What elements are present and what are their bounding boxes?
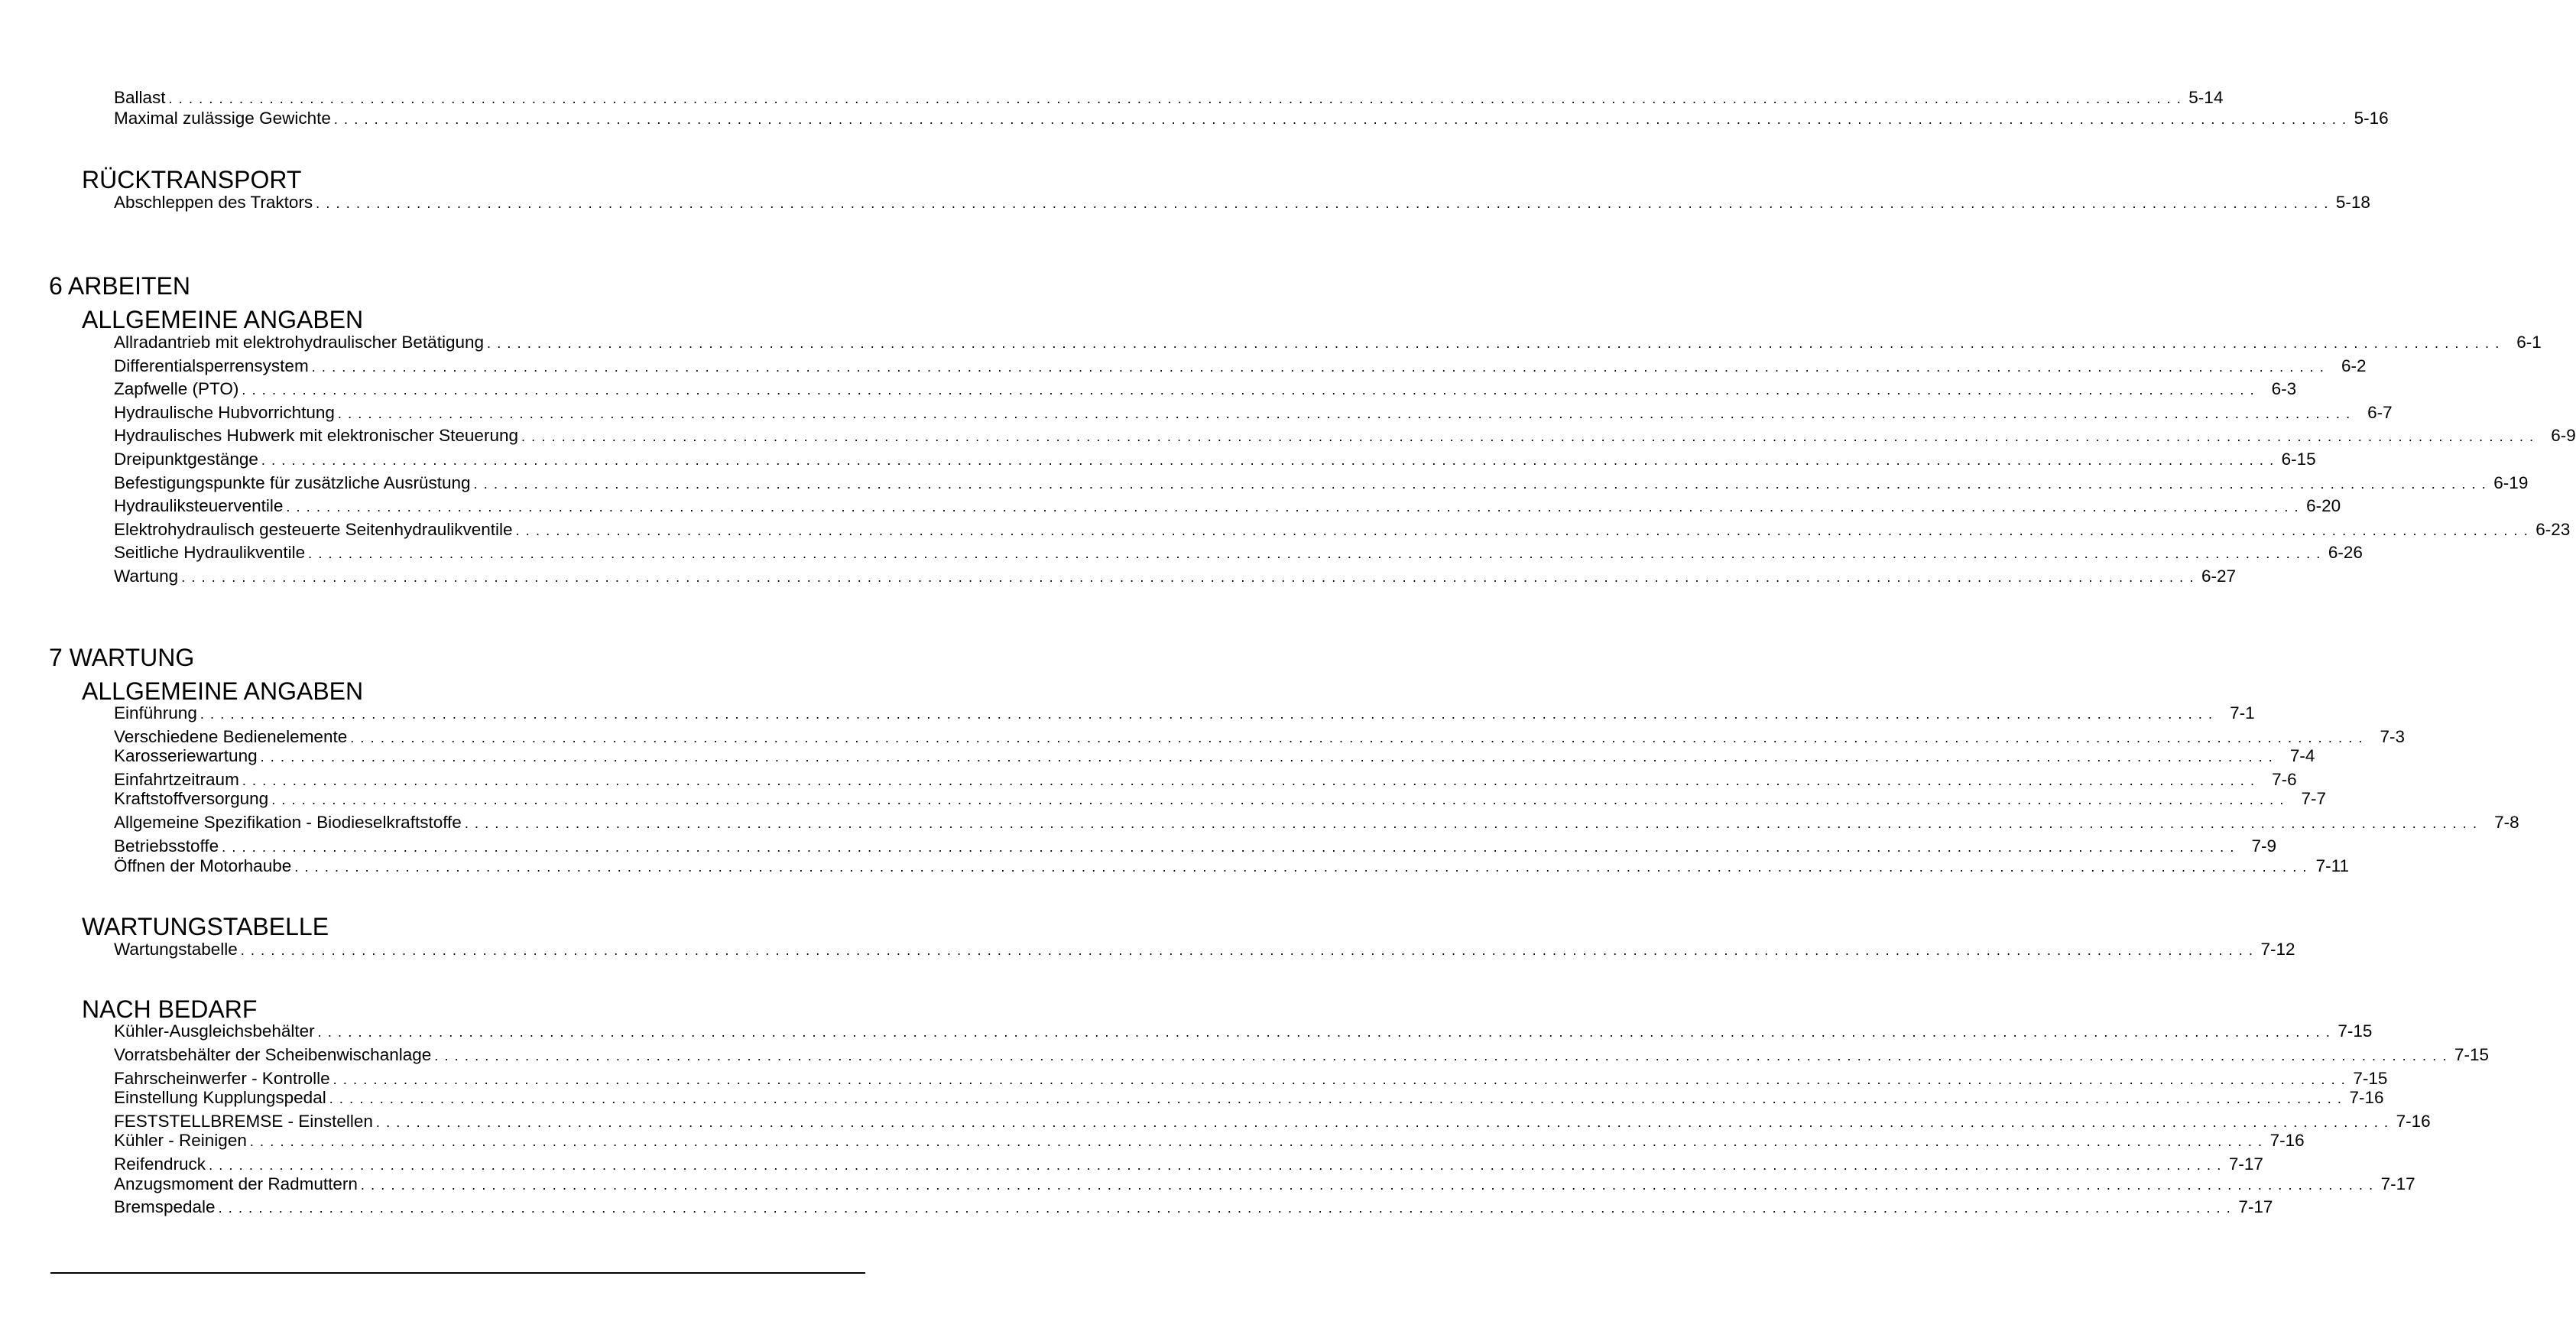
toc-entry-title: Vorratsbehälter der Scheibenwischanlage (114, 1045, 432, 1064)
toc-entry[interactable] (114, 518, 2571, 541)
toc-entry-page: 7-16 (2269, 1131, 2305, 1150)
toc-leader-dots: . . . . . . . . . . . . . . . . . . . . . . . . . . . . . . . . . . . . . . . . . . . . . . . . . . . . . . . . . . . . . . . . . . . . . . . . . . . . . . . . . . . . . . . . . . . . . . . . . . . . . . . . . . . . . . . . . . . . . . . . . . . . . . . . . . . . . . . . . . . . . . . . . . . . . . . . . . . . . . . . . . . . . . . . . . . . . . . . . . . . . . . . . . . . . . . . . . . . . . . . (168, 91, 2182, 106)
toc-leader-dots: . . . . . . . . . . . . . . . . . . . . . . . . . . . . . . . . . . . . . . . . . . . . . . . . . . . . . . . . . . . . . . . . . . . . . . . . . . . . . . . . . . . . . . . . . . . . . . . . . . . . . . . . . . . . . . . . . . . . . . . . . . . . . . . . . . . . . . . . . . . . . . . . . . . . . . . . . . . . . . . . . . . . . . . . . . . . . . . . . . . . . . . . . . . . . . . . . . . . . . . . (240, 943, 2254, 958)
toc-entry-title: Allgemeine Spezifikation - Biodieselkraftstoffe (114, 813, 462, 832)
toc-entry-title: Betriebsstoffe (114, 836, 219, 856)
toc-leader-dots: . . . . . . . . . . . . . . . . . . . . . . . . . . . . . . . . . . . . . . . . . . . . . . . . . . . . . . . . . . . . . . . . . . . . . . . . . . . . . . . . . . . . . . . . . . . . . . . . . . . . . . . . . . . . . . . . . . . . . . . . . . . . . . . . . . . . . . . . . . . . . . . . . . . . . . . . . . . . . . . . . . . . . . . . . . . . . . . . . . . . . . . . . . . . . . . . . . . . . . . . (434, 1048, 2448, 1063)
toc-entry-page: 6-23 (2535, 520, 2571, 539)
toc-entry-title: Kraftstoffversorgung (114, 789, 269, 808)
toc-entry-page: 7-15 (2454, 1045, 2490, 1064)
toc-entry[interactable] (114, 472, 2529, 495)
toc-entry-page: 6-2 (2341, 356, 2367, 375)
section-heading: NACH BEDARF (82, 995, 258, 1023)
toc-entry[interactable] (114, 541, 2363, 564)
toc-leader-dots: . . . . . . . . . . . . . . . . . . . . . . . . . . . . . . . . . . . . . . . . . . . . . . . . . . . . . . . . . . . . . . . . . . . . . . . . . . . . . . . . . . . . . . . . . . . . . . . . . . . . . . . . . . . . . . . . . . . . . . . . . . . . . . . . . . . . . . . . . . . . . . . . . . . . . . . . . . . . . . . . . . . . . . . . . . . . . . . . . . . . . . . . . . . . . . . . . . . . . . . . (286, 499, 2300, 515)
toc-entry[interactable] (114, 811, 2519, 834)
toc-entry-title: Allradantrieb mit elektrohydraulischer Betätigung (114, 333, 485, 352)
toc-leader-dots: . . . . . . . . . . . . . . . . . . . . . . . . . . . . . . . . . . . . . . . . . . . . . . . . . . . . . . . . . . . . . . . . . . . . . . . . . . . . . . . . . . . . . . . . . . . . . . . . . . . . . . . . . . . . . . . . . . . . . . . . . . . . . . . . . . . . . . . . . . . . . . . . . . . . . . . . . . . . . . . . . . . . . . . . . . . . . . . . . . . . . . . . . . . . . . . . . . . . . . . . (222, 839, 2235, 855)
toc-entry[interactable] (114, 1196, 2273, 1219)
toc-entry[interactable] (114, 355, 2367, 378)
toc-entry[interactable] (114, 495, 2341, 518)
toc-leader-dots: . . . . . . . . . . . . . . . . . . . . . . . . . . . . . . . . . . . . . . . . . . . . . . . . . . . . . . . . . . . . . . . . . . . . . . . . . . . . . . . . . . . . . . . . . . . . . . . . . . . . . . . . . . . . . . . . . . . . . . . . . . . . . . . . . . . . . . . . . . . . . . . . . . . . . . . . . . . . . . . . . . . . . . . . . . . . . . . . . . . . . . . . . . . . . . . . . . . . . . . . (350, 730, 2364, 745)
toc-entry-title: Einfahrtzeitraum (114, 770, 239, 789)
toc-entry-title: Differentialsperrensystem (114, 356, 309, 375)
section-heading: ALLGEMEINE ANGABEN (82, 306, 364, 333)
toc-leader-dots: . . . . . . . . . . . . . . . . . . . . . . . . . . . . . . . . . . . . . . . . . . . . . . . . . . . . . . . . . . . . . . . . . . . . . . . . . . . . . . . . . . . . . . . . . . . . . . . . . . . . . . . . . . . . . . . . . . . . . . . . . . . . . . . . . . . . . . . . . . . . . . . . . . . . . . . . . . . . . . . . . . . . . . . . . . . . . . . . . . . . . . . . . . . . . . . . . . . . . . . . (515, 523, 2529, 538)
toc-entry-page: 7-3 (2380, 727, 2406, 746)
toc-entry-title: Elektrohydraulisch gesteuerte Seitenhydraulikventile (114, 520, 513, 539)
toc-entry-page: 7-17 (2238, 1197, 2273, 1216)
toc-entry-title: Fahrscheinwerfer - Kontrolle (114, 1069, 330, 1088)
toc-entry-page: 7-1 (2230, 703, 2255, 722)
toc-entry[interactable] (114, 938, 2295, 961)
toc-entry[interactable] (114, 448, 2316, 471)
toc-entry-title: Abschleppen des Traktors (114, 193, 313, 212)
section-heading: ALLGEMEINE ANGABEN (82, 677, 364, 705)
toc-entry-page: 5-14 (2188, 88, 2224, 107)
toc-leader-dots: . . . . . . . . . . . . . . . . . . . . . . . . . . . . . . . . . . . . . . . . . . . . . . . . . . . . . . . . . . . . . . . . . . . . . . . . . . . . . . . . . . . . . . . . . . . . . . . . . . . . . . . . . . . . . . . . . . . . . . . . . . . . . . . . . . . . . . . . . . . . . . . . . . . . . . . . . . . . . . . . . . . . . . . . . . . . . . . . . . . . . . . . . . . . . . . . . . . . . . . . (337, 406, 2351, 421)
toc-entry-title: Zapfwelle (PTO) (114, 379, 239, 398)
toc-entry-page: 6-1 (2516, 333, 2542, 352)
toc-leader-dots: . . . . . . . . . . . . . . . . . . . . . . . . . . . . . . . . . . . . . . . . . . . . . . . . . . . . . . . . . . . . . . . . . . . . . . . . . . . . . . . . . . . . . . . . . . . . . . . . . . . . . . . . . . . . . . . . . . . . . . . . . . . . . . . . . . . . . . . . . . . . . . . . . . . . . . . . . . . . . . . . . . . . . . . . . . . . . . . . . . . . . . . . . . . . . . . . . . . . . . . . (333, 1072, 2347, 1087)
toc-entry-title: Wartung (114, 567, 179, 586)
toc-leader-dots: . . . . . . . . . . . . . . . . . . . . . . . . . . . . . . . . . . . . . . . . . . . . . . . . . . . . . . . . . . . . . . . . . . . . . . . . . . . . . . . . . . . . . . . . . . . . . . . . . . . . . . . . . . . . . . . . . . . . . . . . . . . . . . . . . . . . . . . . . . . . . . . . . . . . . . . . . . . . . . . . . . . . . . . . . . . . . . . . . . . . . . . . . . . . . . . . . . . . . . . . (249, 1134, 2263, 1149)
toc-entry[interactable] (114, 86, 2224, 109)
toc-entry-title: Verschiedene Bedienelemente (114, 727, 348, 746)
toc-entry[interactable] (114, 855, 2350, 878)
toc-entry-title: Kühler-Ausgleichsbehälter (114, 1021, 315, 1041)
toc-entry-page: 7-15 (2353, 1069, 2388, 1088)
toc-entry-page: 6-19 (2493, 473, 2529, 492)
toc-entry[interactable] (114, 378, 2297, 401)
toc-entry[interactable] (114, 565, 2236, 588)
toc-entry-page: 6-15 (2281, 450, 2316, 469)
toc-entry-page: 5-18 (2335, 193, 2370, 212)
toc-entry-page: 7-6 (2272, 770, 2297, 789)
toc-entry-title: Reifendruck (114, 1154, 206, 1174)
toc-entry-page: 7-16 (2349, 1088, 2384, 1107)
section-heading: WARTUNGSTABELLE (82, 913, 329, 940)
toc-leader-dots: . . . . . . . . . . . . . . . . . . . . . . . . . . . . . . . . . . . . . . . . . . . . . . . . . . . . . . . . . . . . . . . . . . . . . . . . . . . . . . . . . . . . . . . . . . . . . . . . . . . . . . . . . . . . . . . . . . . . . . . . . . . . . . . . . . . . . . . . . . . . . . . . . . . . . . . . . . . . . . . . . . . . . . . . . . . . . . . . . . . . . . . . . . . . . . . . . . . . . . . . (271, 792, 2285, 807)
toc-entry-page: 7-9 (2251, 836, 2276, 856)
toc-entry-page: 7-12 (2260, 940, 2295, 959)
toc-leader-dots: . . . . . . . . . . . . . . . . . . . . . . . . . . . . . . . . . . . . . . . . . . . . . . . . . . . . . . . . . . . . . . . . . . . . . . . . . . . . . . . . . . . . . . . . . . . . . . . . . . . . . . . . . . . . . . . . . . . . . . . . . . . . . . . . . . . . . . . . . . . . . . . . . . . . . . . . . . . . . . . . . . . . . . . . . . . . . . . . . . . . . . . . . . . . . . . . . . . . . . . . (360, 1177, 2374, 1193)
toc-entry[interactable] (114, 331, 2542, 354)
section-heading: RÜCKTRANSPORT (82, 166, 302, 193)
toc-entry-page: 7-16 (2396, 1112, 2431, 1131)
toc-leader-dots: . . . . . . . . . . . . . . . . . . . . . . . . . . . . . . . . . . . . . . . . . . . . . . . . . . . . . . . . . . . . . . . . . . . . . . . . . . . . . . . . . . . . . . . . . . . . . . . . . . . . . . . . . . . . . . . . . . . . . . . . . . . . . . . . . . . . . . . . . . . . . . . . . . . . . . . . . . . . . . . . . . . . . . . . . . . . . . . . . . . . . . . . . . . . . . . . . . . . . . . . (333, 112, 2347, 127)
toc-entry[interactable] (114, 787, 2326, 810)
toc-entry-page: 6-9 (2551, 426, 2576, 445)
toc-leader-dots: . . . . . . . . . . . . . . . . . . . . . . . . . . . . . . . . . . . . . . . . . . . . . . . . . . . . . . . . . . . . . . . . . . . . . . . . . . . . . . . . . . . . . . . . . . . . . . . . . . . . . . . . . . . . . . . . . . . . . . . . . . . . . . . . . . . . . . . . . . . . . . . . . . . . . . . . . . . . . . . . . . . . . . . . . . . . . . . . . . . . . . . . . . . . . . . . . . . . . . . . (218, 1200, 2232, 1216)
toc-entry[interactable] (114, 1173, 2415, 1196)
toc-leader-dots: . . . . . . . . . . . . . . . . . . . . . . . . . . . . . . . . . . . . . . . . . . . . . . . . . . . . . . . . . . . . . . . . . . . . . . . . . . . . . . . . . . . . . . . . . . . . . . . . . . . . . . . . . . . . . . . . . . . . . . . . . . . . . . . . . . . . . . . . . . . . . . . . . . . . . . . . . . . . . . . . . . . . . . . . . . . . . . . . . . . . . . . . . . . . . . . . . . . . . . . . (181, 570, 2195, 585)
toc-entry[interactable] (114, 107, 2389, 130)
toc-entry-title: Seitliche Hydraulikventile (114, 543, 306, 562)
toc-entry-page: 7-8 (2494, 813, 2519, 832)
toc-entry[interactable] (114, 745, 2315, 768)
toc-entry-title: Maximal zulässige Gewichte (114, 109, 331, 128)
toc-leader-dots: . . . . . . . . . . . . . . . . . . . . . . . . . . . . . . . . . . . . . . . . . . . . . . . . . . . . . . . . . . . . . . . . . . . . . . . . . . . . . . . . . . . . . . . . . . . . . . . . . . . . . . . . . . . . . . . . . . . . . . . . . . . . . . . . . . . . . . . . . . . . . . . . . . . . . . . . . . . . . . . . . . . . . . . . . . . . . . . . . . . . . . . . . . . . . . . . . . . . . . . . (464, 816, 2478, 831)
toc-entry[interactable] (114, 1044, 2490, 1067)
toc-leader-dots: . . . . . . . . . . . . . . . . . . . . . . . . . . . . . . . . . . . . . . . . . . . . . . . . . . . . . . . . . . . . . . . . . . . . . . . . . . . . . . . . . . . . . . . . . . . . . . . . . . . . . . . . . . . . . . . . . . . . . . . . . . . . . . . . . . . . . . . . . . . . . . . . . . . . . . . . . . . . . . . . . . . . . . . . . . . . . . . . . . . . . . . . . . . . . . . . . . . . . . . . (317, 1024, 2331, 1040)
toc-leader-dots: . . . . . . . . . . . . . . . . . . . . . . . . . . . . . . . . . . . . . . . . . . . . . . . . . . . . . . . . . . . . . . . . . . . . . . . . . . . . . . . . . . . . . . . . . . . . . . . . . . . . . . . . . . . . . . . . . . . . . . . . . . . . . . . . . . . . . . . . . . . . . . . . . . . . . . . . . . . . . . . . . . . . . . . . . . . . . . . . . . . . . . . . . . . . . . . . . . . . . . . . (242, 773, 2256, 788)
toc-entry-title: Ballast (114, 88, 166, 107)
toc-entry-title: Bremspedale (114, 1197, 216, 1216)
toc-entry-title: FESTSTELLBREMSE - Einstellen (114, 1112, 373, 1131)
toc-entry-page: 6-3 (2271, 379, 2297, 398)
toc-entry-title: Hydrauliksteuerventile (114, 496, 284, 515)
toc-entry[interactable] (114, 1086, 2384, 1109)
toc-entry-page: 7-7 (2301, 789, 2326, 808)
toc-entry-page: 7-17 (2380, 1174, 2415, 1193)
toc-leader-dots: . . . . . . . . . . . . . . . . . . . . . . . . . . . . . . . . . . . . . . . . . . . . . . . . . . . . . . . . . . . . . . . . . . . . . . . . . . . . . . . . . . . . . . . . . . . . . . . . . . . . . . . . . . . . . . . . . . . . . . . . . . . . . . . . . . . . . . . . . . . . . . . . . . . . . . . . . . . . . . . . . . . . . . . . . . . . . . . . . . . . . . . . . . . . . . . . . . . . . . . . (375, 1115, 2389, 1130)
toc-entry[interactable] (114, 424, 2576, 447)
toc-entry-page: 7-11 (2315, 856, 2350, 875)
toc-entry-page: 6-26 (2328, 543, 2363, 562)
toc-entry-page: 6-27 (2201, 567, 2236, 586)
toc-entry-title: Wartungstabelle (114, 940, 238, 959)
toc-leader-dots: . . . . . . . . . . . . . . . . . . . . . . . . . . . . . . . . . . . . . . . . . . . . . . . . . . . . . . . . . . . . . . . . . . . . . . . . . . . . . . . . . . . . . . . . . . . . . . . . . . . . . . . . . . . . . . . . . . . . . . . . . . . . . . . . . . . . . . . . . . . . . . . . . . . . . . . . . . . . . . . . . . . . . . . . . . . . . . . . . . . . . . . . . . . . . . . . . . . . . . . . (261, 453, 2275, 468)
toc-leader-dots: . . . . . . . . . . . . . . . . . . . . . . . . . . . . . . . . . . . . . . . . . . . . . . . . . . . . . . . . . . . . . . . . . . . . . . . . . . . . . . . . . . . . . . . . . . . . . . . . . . . . . . . . . . . . . . . . . . . . . . . . . . . . . . . . . . . . . . . . . . . . . . . . . . . . . . . . . . . . . . . . . . . . . . . . . . . . . . . . . . . . . . . . . . . . . . . . . . . . . . . . (329, 1091, 2343, 1106)
toc-leader-dots: . . . . . . . . . . . . . . . . . . . . . . . . . . . . . . . . . . . . . . . . . . . . . . . . . . . . . . . . . . . . . . . . . . . . . . . . . . . . . . . . . . . . . . . . . . . . . . . . . . . . . . . . . . . . . . . . . . . . . . . . . . . . . . . . . . . . . . . . . . . . . . . . . . . . . . . . . . . . . . . . . . . . . . . . . . . . . . . . . . . . . . . . . . . . . . . . . . . . . . . . (260, 749, 2274, 765)
toc-leader-dots: . . . . . . . . . . . . . . . . . . . . . . . . . . . . . . . . . . . . . . . . . . . . . . . . . . . . . . . . . . . . . . . . . . . . . . . . . . . . . . . . . . . . . . . . . . . . . . . . . . . . . . . . . . . . . . . . . . . . . . . . . . . . . . . . . . . . . . . . . . . . . . . . . . . . . . . . . . . . . . . . . . . . . . . . . . . . . . . . . . . . . . . . . . . . . . . . . . . . . . . . (487, 336, 2500, 351)
toc-entry[interactable] (114, 1129, 2305, 1152)
toc-leader-dots: . . . . . . . . . . . . . . . . . . . . . . . . . . . . . . . . . . . . . . . . . . . . . . . . . . . . . . . . . . . . . . . . . . . . . . . . . . . . . . . . . . . . . . . . . . . . . . . . . . . . . . . . . . . . . . . . . . . . . . . . . . . . . . . . . . . . . . . . . . . . . . . . . . . . . . . . . . . . . . . . . . . . . . . . . . . . . . . . . . . . . . . . . . . . . . . . . . . . . . . . (294, 859, 2308, 875)
toc-entry-title: Kühler - Reinigen (114, 1131, 247, 1150)
toc-leader-dots: . . . . . . . . . . . . . . . . . . . . . . . . . . . . . . . . . . . . . . . . . . . . . . . . . . . . . . . . . . . . . . . . . . . . . . . . . . . . . . . . . . . . . . . . . . . . . . . . . . . . . . . . . . . . . . . . . . . . . . . . . . . . . . . . . . . . . . . . . . . . . . . . . . . . . . . . . . . . . . . . . . . . . . . . . . . . . . . . . . . . . . . . . . . . . . . . . . . . . . . . (521, 429, 2535, 444)
toc-entry-title: Befestigungspunkte für zusätzliche Ausrüstung (114, 473, 471, 492)
toc-entry[interactable] (114, 401, 2393, 424)
toc-entry-page: 6-7 (2367, 403, 2393, 422)
toc-entry-title: Karosseriewartung (114, 746, 258, 765)
chapter-heading: 6 ARBEITEN (49, 272, 190, 300)
toc-entry-page: 6-20 (2306, 496, 2341, 515)
toc-entry[interactable] (114, 1020, 2373, 1043)
toc-entry-page: 7-4 (2289, 746, 2315, 765)
toc-leader-dots: . . . . . . . . . . . . . . . . . . . . . . . . . . . . . . . . . . . . . . . . . . . . . . . . . . . . . . . . . . . . . . . . . . . . . . . . . . . . . . . . . . . . . . . . . . . . . . . . . . . . . . . . . . . . . . . . . . . . . . . . . . . . . . . . . . . . . . . . . . . . . . . . . . . . . . . . . . . . . . . . . . . . . . . . . . . . . . . . . . . . . . . . . . . . . . . . . . . . . . . . (242, 382, 2256, 398)
toc-entry-title: Anzugsmoment der Radmuttern (114, 1174, 358, 1193)
toc-entry-page: 5-16 (2354, 109, 2389, 128)
toc-entry-title: Öffnen der Motorhaube (114, 856, 292, 875)
toc-leader-dots: . . . . . . . . . . . . . . . . . . . . . . . . . . . . . . . . . . . . . . . . . . . . . . . . . . . . . . . . . . . . . . . . . . . . . . . . . . . . . . . . . . . . . . . . . . . . . . . . . . . . . . . . . . . . . . . . . . . . . . . . . . . . . . . . . . . . . . . . . . . . . . . . . . . . . . . . . . . . . . . . . . . . . . . . . . . . . . . . . . . . . . . . . . . . . . . . . . . . . . . . (308, 546, 2321, 561)
footer-rule (50, 1272, 865, 1274)
toc-entry-page: 7-17 (2228, 1154, 2263, 1174)
toc-leader-dots: . . . . . . . . . . . . . . . . . . . . . . . . . . . . . . . . . . . . . . . . . . . . . . . . . . . . . . . . . . . . . . . . . . . . . . . . . . . . . . . . . . . . . . . . . . . . . . . . . . . . . . . . . . . . . . . . . . . . . . . . . . . . . . . . . . . . . . . . . . . . . . . . . . . . . . . . . . . . . . . . . . . . . . . . . . . . . . . . . . . . . . . . . . . . . . . . . . . . . . . . (311, 359, 2325, 375)
toc-leader-dots: . . . . . . . . . . . . . . . . . . . . . . . . . . . . . . . . . . . . . . . . . . . . . . . . . . . . . . . . . . . . . . . . . . . . . . . . . . . . . . . . . . . . . . . . . . . . . . . . . . . . . . . . . . . . . . . . . . . . . . . . . . . . . . . . . . . . . . . . . . . . . . . . . . . . . . . . . . . . . . . . . . . . . . . . . . . . . . . . . . . . . . . . . . . . . . . . . . . . . . . . (473, 476, 2487, 492)
toc-leader-dots: . . . . . . . . . . . . . . . . . . . . . . . . . . . . . . . . . . . . . . . . . . . . . . . . . . . . . . . . . . . . . . . . . . . . . . . . . . . . . . . . . . . . . . . . . . . . . . . . . . . . . . . . . . . . . . . . . . . . . . . . . . . . . . . . . . . . . . . . . . . . . . . . . . . . . . . . . . . . . . . . . . . . . . . . . . . . . . . . . . . . . . . . . . . . . . . . . . . . . . . . (209, 1158, 2222, 1173)
chapter-heading: 7 WARTUNG (49, 644, 195, 671)
toc-entry-title: Dreipunktgestänge (114, 450, 258, 469)
toc-leader-dots: . . . . . . . . . . . . . . . . . . . . . . . . . . . . . . . . . . . . . . . . . . . . . . . . . . . . . . . . . . . . . . . . . . . . . . . . . . . . . . . . . . . . . . . . . . . . . . . . . . . . . . . . . . . . . . . . . . . . . . . . . . . . . . . . . . . . . . . . . . . . . . . . . . . . . . . . . . . . . . . . . . . . . . . . . . . . . . . . . . . . . . . . . . . . . . . . . . . . . . . . (200, 706, 2214, 722)
toc-entry-title: Einführung (114, 703, 197, 722)
toc-entry-page: 7-15 (2338, 1021, 2373, 1041)
toc-entry-title: Einstellung Kupplungspedal (114, 1088, 326, 1107)
toc-entry-title: Hydraulische Hubvorrichtung (114, 403, 335, 422)
toc-entry[interactable] (114, 191, 2370, 214)
toc-entry-title: Hydraulisches Hubwerk mit elektronischer Steuerung (114, 426, 518, 445)
toc-entry[interactable] (114, 702, 2255, 725)
toc-leader-dots: . . . . . . . . . . . . . . . . . . . . . . . . . . . . . . . . . . . . . . . . . . . . . . . . . . . . . . . . . . . . . . . . . . . . . . . . . . . . . . . . . . . . . . . . . . . . . . . . . . . . . . . . . . . . . . . . . . . . . . . . . . . . . . . . . . . . . . . . . . . . . . . . . . . . . . . . . . . . . . . . . . . . . . . . . . . . . . . . . . . . . . . . . . . . . . . . . . . . . . . . (316, 196, 2329, 211)
